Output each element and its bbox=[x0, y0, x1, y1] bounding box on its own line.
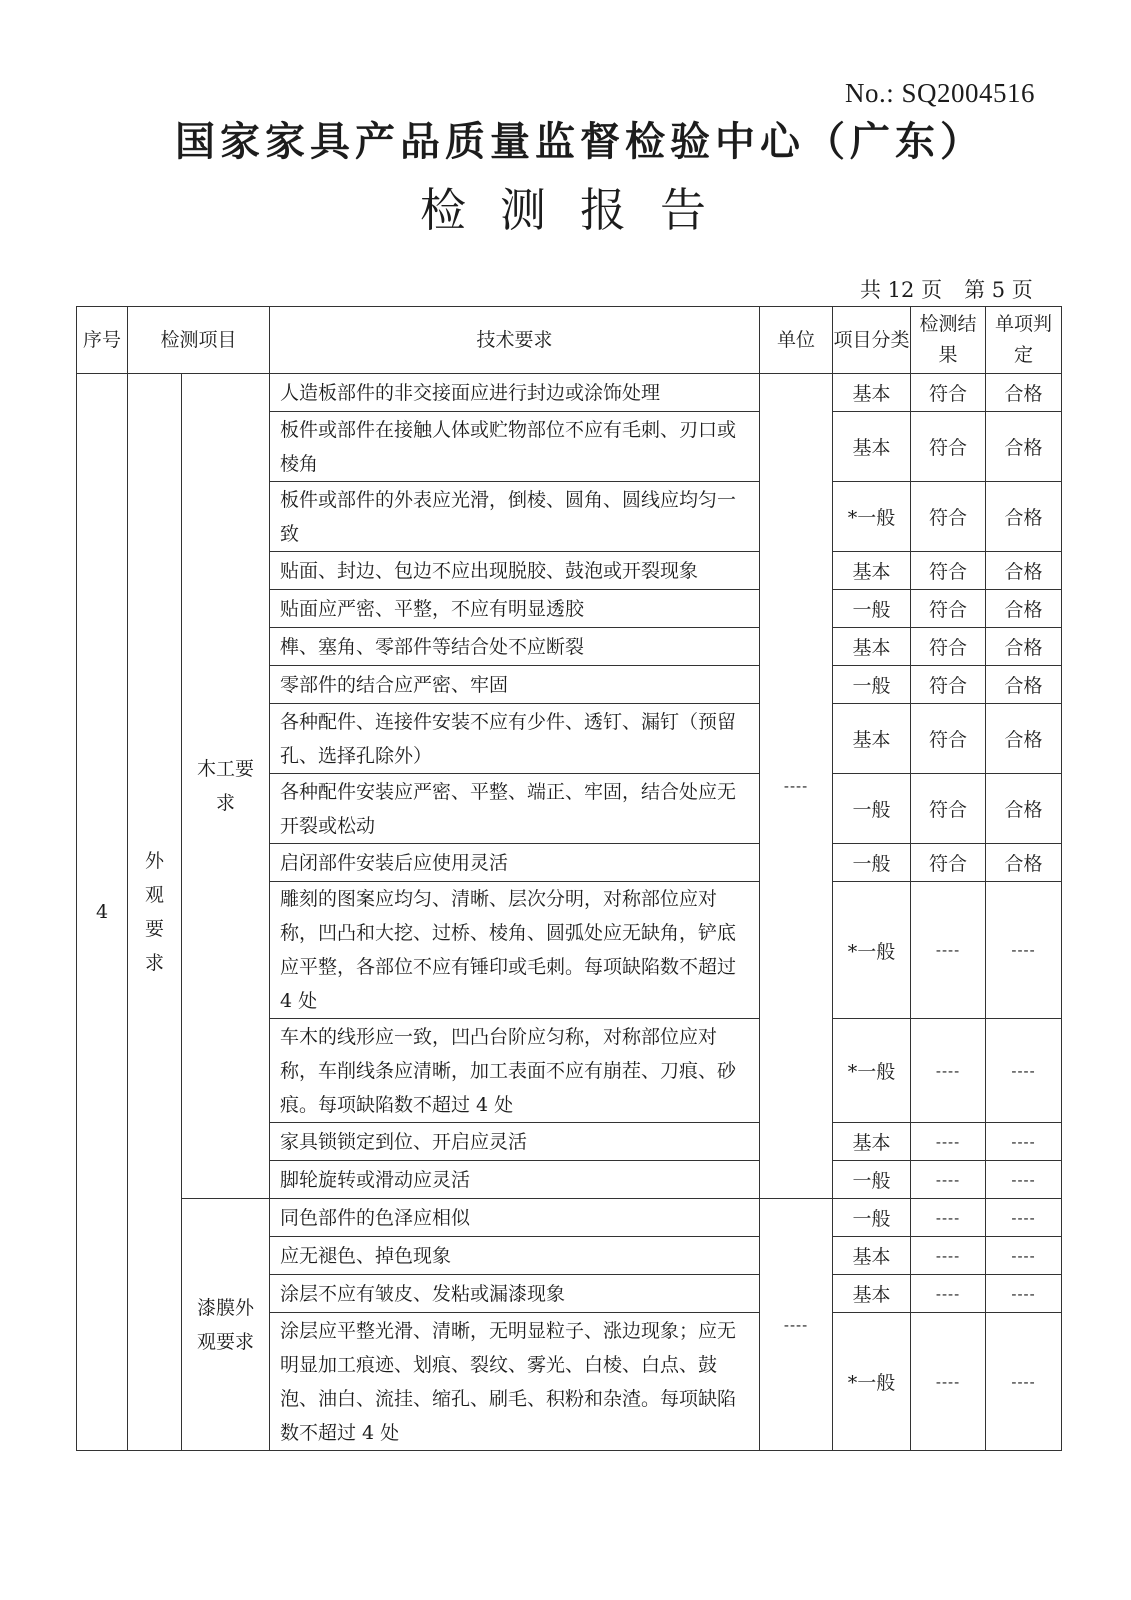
category-cell: 基本 bbox=[833, 1123, 911, 1161]
category-cell: *一般 bbox=[833, 1313, 911, 1451]
requirement-cell: 车木的线形应一致，凹凸台阶应匀称，对称部位应对称，车削线条应清晰，加工表面不应有崩茬、刀痕、砂痕。每项缺陷数不超过 4 处 bbox=[270, 1019, 760, 1123]
category-cell: 基本 bbox=[833, 1237, 911, 1275]
result-cell: 符合 bbox=[911, 774, 986, 844]
result-cell: ---- bbox=[911, 1313, 986, 1451]
table-row bbox=[77, 1199, 1062, 1237]
category-cell: 一般 bbox=[833, 590, 911, 628]
main-item-cell-text: 外观要求 bbox=[144, 850, 164, 974]
result-cell: ---- bbox=[911, 1123, 986, 1161]
judgement-cell: 合格 bbox=[986, 552, 1062, 590]
seq-cell: 4 bbox=[77, 374, 128, 1451]
judgement-cell: ---- bbox=[986, 1123, 1062, 1161]
requirement-cell: 零部件的结合应严密、牢固 bbox=[270, 666, 760, 704]
result-cell: ---- bbox=[911, 882, 986, 1019]
category-cell: *一般 bbox=[833, 882, 911, 1019]
category-cell: 基本 bbox=[833, 374, 911, 412]
requirement-cell: 启闭部件安装后应使用灵活 bbox=[270, 844, 760, 882]
page-total: 共 12 页 bbox=[860, 278, 943, 302]
category-cell: 基本 bbox=[833, 552, 911, 590]
category-cell: 基本 bbox=[833, 1275, 911, 1313]
result-cell: 符合 bbox=[911, 552, 986, 590]
test-results-table bbox=[76, 306, 1062, 1451]
requirement-cell: 家具锁锁定到位、开启应灵活 bbox=[270, 1123, 760, 1161]
judgement-cell: 合格 bbox=[986, 844, 1062, 882]
judgement-cell: ---- bbox=[986, 1161, 1062, 1199]
unit-cell: ---- bbox=[760, 374, 833, 1199]
header-category: 项目分类 bbox=[833, 307, 911, 374]
result-cell: ---- bbox=[911, 1199, 986, 1237]
judgement-cell: ---- bbox=[986, 1313, 1062, 1451]
unit-cell: ---- bbox=[760, 1199, 833, 1451]
result-cell: 符合 bbox=[911, 482, 986, 552]
category-cell: 一般 bbox=[833, 666, 911, 704]
category-cell: 一般 bbox=[833, 1199, 911, 1237]
requirement-cell: 涂层不应有皱皮、发粘或漏漆现象 bbox=[270, 1275, 760, 1313]
result-cell: 符合 bbox=[911, 590, 986, 628]
result-cell: 符合 bbox=[911, 704, 986, 774]
main-item-cell bbox=[128, 374, 182, 1451]
requirement-cell: 涂层应平整光滑、清晰，无明显粒子、涨边现象；应无明显加工痕迹、划痕、裂纹、雾光、白棱、白点、鼓泡、油白、流挂、缩孔、刷毛、积粉和杂渣。每项缺陷数不超过 4 处 bbox=[270, 1313, 760, 1451]
judgement-cell: 合格 bbox=[986, 628, 1062, 666]
category-cell: 一般 bbox=[833, 774, 911, 844]
group-name-cell: 漆膜外观要求 bbox=[182, 1199, 270, 1451]
judgement-cell: 合格 bbox=[986, 704, 1062, 774]
category-cell: 一般 bbox=[833, 844, 911, 882]
category-cell: 基本 bbox=[833, 628, 911, 666]
table-body bbox=[77, 374, 1062, 1451]
category-cell: 一般 bbox=[833, 1161, 911, 1199]
category-cell: 基本 bbox=[833, 412, 911, 482]
result-cell: 符合 bbox=[911, 628, 986, 666]
judgement-cell: ---- bbox=[986, 1019, 1062, 1123]
report-number: No.: SQ2004516 bbox=[845, 78, 1036, 108]
judgement-cell: ---- bbox=[986, 1237, 1062, 1275]
requirement-cell: 脚轮旋转或滑动应灵活 bbox=[270, 1161, 760, 1199]
requirement-cell: 雕刻的图案应均匀、清晰、层次分明，对称部位应对称，凹凸和大挖、过桥、棱角、圆弧处应无缺角，铲底应平整，各部位不应有锤印或毛刺。每项缺陷数不超过 4 处 bbox=[270, 882, 760, 1019]
header-item: 检测项目 bbox=[128, 307, 270, 374]
result-cell: 符合 bbox=[911, 374, 986, 412]
judgement-cell: 合格 bbox=[986, 666, 1062, 704]
category-cell: *一般 bbox=[833, 482, 911, 552]
document-title: 检测报告 bbox=[420, 183, 740, 237]
judgement-cell: ---- bbox=[986, 1275, 1062, 1313]
requirement-cell: 板件或部件的外表应光滑，倒棱、圆角、圆线应均匀一致 bbox=[270, 482, 760, 552]
judgement-cell: ---- bbox=[986, 882, 1062, 1019]
judgement-cell: 合格 bbox=[986, 590, 1062, 628]
result-cell: ---- bbox=[911, 1275, 986, 1313]
header-judgement: 单项判定 bbox=[986, 307, 1062, 374]
judgement-cell: ---- bbox=[986, 1199, 1062, 1237]
group-name-cell: 木工要求 bbox=[182, 374, 270, 1199]
header-requirement: 技术要求 bbox=[270, 307, 760, 374]
judgement-cell: 合格 bbox=[986, 412, 1062, 482]
header-unit: 单位 bbox=[760, 307, 833, 374]
requirement-cell: 板件或部件在接触人体或贮物部位不应有毛刺、刃口或棱角 bbox=[270, 412, 760, 482]
result-cell: ---- bbox=[911, 1237, 986, 1275]
result-cell: 符合 bbox=[911, 412, 986, 482]
result-cell: 符合 bbox=[911, 844, 986, 882]
result-cell: 符合 bbox=[911, 666, 986, 704]
judgement-cell: 合格 bbox=[986, 774, 1062, 844]
requirement-cell: 贴面应严密、平整，不应有明显透胶 bbox=[270, 590, 760, 628]
requirement-cell: 应无褪色、掉色现象 bbox=[270, 1237, 760, 1275]
category-cell: *一般 bbox=[833, 1019, 911, 1123]
requirement-cell: 同色部件的色泽应相似 bbox=[270, 1199, 760, 1237]
judgement-cell: 合格 bbox=[986, 482, 1062, 552]
requirement-cell: 各种配件、连接件安装不应有少件、透钉、漏钉（预留孔、选择孔除外） bbox=[270, 704, 760, 774]
page-current: 第 5 页 bbox=[964, 278, 1033, 302]
header-result: 检测结果 bbox=[911, 307, 986, 374]
organization-title: 国家家具产品质量监督检验中心（广东） bbox=[175, 118, 985, 165]
requirement-cell: 人造板部件的非交接面应进行封边或涂饰处理 bbox=[270, 374, 760, 412]
requirement-cell: 各种配件安装应严密、平整、端正、牢固，结合处应无开裂或松动 bbox=[270, 774, 760, 844]
category-cell: 基本 bbox=[833, 704, 911, 774]
table-header-row bbox=[77, 307, 1062, 374]
page-indicator bbox=[860, 274, 1033, 304]
result-cell: ---- bbox=[911, 1161, 986, 1199]
result-cell: ---- bbox=[911, 1019, 986, 1123]
requirement-cell: 贴面、封边、包边不应出现脱胶、鼓泡或开裂现象 bbox=[270, 552, 760, 590]
requirement-cell: 榫、塞角、零部件等结合处不应断裂 bbox=[270, 628, 760, 666]
header-seq: 序号 bbox=[77, 307, 128, 374]
judgement-cell: 合格 bbox=[986, 374, 1062, 412]
table-row bbox=[77, 374, 1062, 412]
